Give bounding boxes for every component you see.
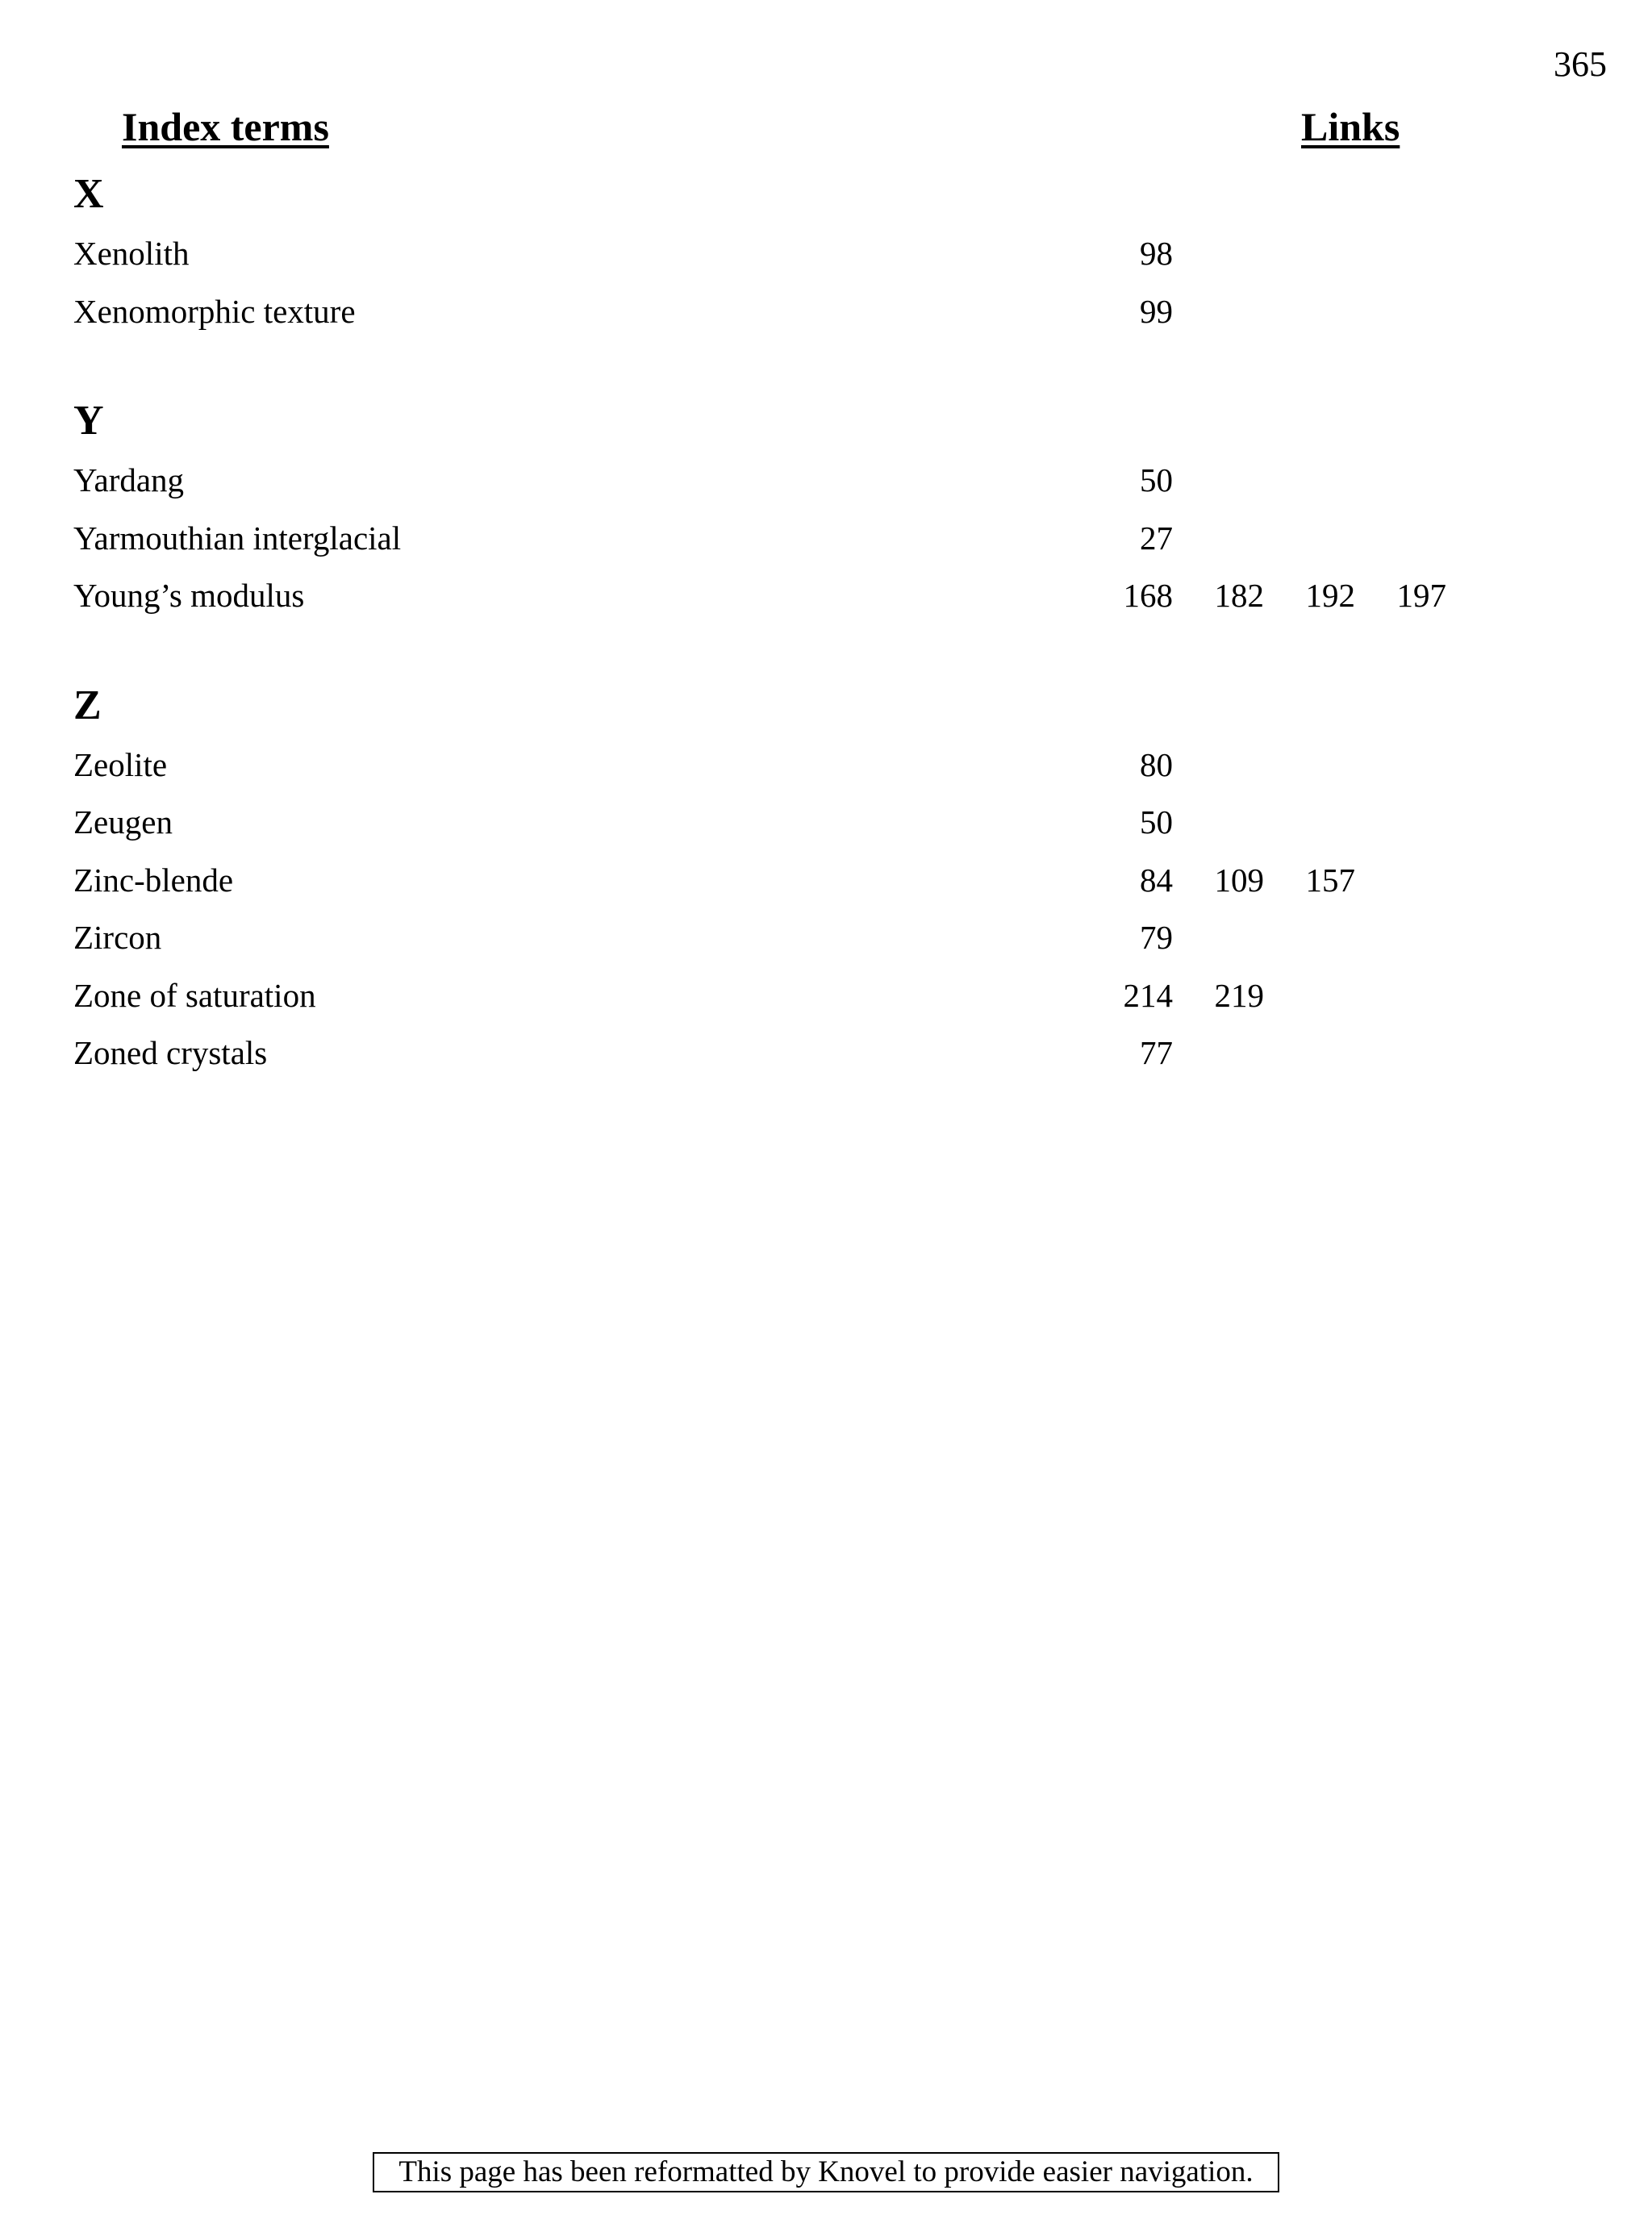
page-links — [1082, 510, 1173, 568]
page-links — [1082, 967, 1264, 1025]
page-link[interactable]: 192 — [1305, 577, 1355, 614]
page-link[interactable]: 98 — [1140, 235, 1173, 272]
index-entry — [73, 452, 1606, 510]
page-link[interactable]: 182 — [1214, 577, 1264, 614]
page-link[interactable]: 214 — [1123, 976, 1173, 1014]
index-entry — [73, 852, 1606, 910]
index-entry — [73, 225, 1606, 283]
page-link[interactable]: 219 — [1214, 976, 1264, 1014]
index-term: Young’s modulus — [73, 577, 305, 614]
index-term: Xenolith — [73, 235, 190, 272]
index-entry — [73, 794, 1606, 852]
page-link[interactable]: 157 — [1305, 861, 1355, 899]
page-links — [1082, 225, 1173, 283]
links-header: Links — [1301, 104, 1400, 149]
page-links — [1082, 736, 1173, 795]
index-section — [73, 165, 1606, 340]
index-section — [73, 677, 1606, 1083]
index-entry — [73, 1024, 1606, 1083]
index-entry — [73, 736, 1606, 795]
page-link[interactable]: 80 — [1140, 745, 1173, 783]
section-letter: Y — [73, 398, 104, 444]
index-term: Zone of saturation — [73, 976, 316, 1014]
page-link[interactable]: 168 — [1123, 577, 1173, 614]
page-links — [1082, 1024, 1173, 1083]
page-link[interactable]: 197 — [1396, 577, 1446, 614]
index-term: Yarmouthian interglacial — [73, 519, 402, 557]
page-link[interactable]: 50 — [1140, 803, 1173, 841]
index-term: Zeolite — [73, 745, 168, 783]
index-entry — [73, 967, 1606, 1025]
page-link[interactable]: 79 — [1140, 919, 1173, 956]
page-links — [1082, 852, 1355, 910]
section-letter: Z — [73, 682, 102, 728]
page-link[interactable]: 50 — [1140, 461, 1173, 499]
index-list — [73, 165, 1606, 1083]
index-entry — [73, 909, 1606, 967]
index-terms-header: Index terms — [122, 104, 329, 149]
page-links — [1082, 909, 1173, 967]
page-link[interactable]: 27 — [1140, 519, 1173, 557]
index-entry — [73, 567, 1606, 625]
page-link[interactable]: 84 — [1140, 861, 1173, 899]
section-letter: X — [73, 171, 104, 217]
page-links — [1082, 567, 1446, 625]
index-term: Xenomorphic texture — [73, 292, 356, 330]
page-link[interactable]: 99 — [1140, 292, 1173, 330]
index-term: Yardang — [73, 461, 185, 499]
page-number: 365 — [1554, 44, 1607, 84]
index-entry — [73, 510, 1606, 568]
index-term: Zinc-blende — [73, 861, 234, 899]
index-term: Zircon — [73, 919, 162, 956]
knovel-footer-note: This page has been reformatted by Knovel to provide easier navigation. — [373, 2152, 1279, 2192]
page-link[interactable]: 77 — [1140, 1034, 1173, 1071]
index-entry — [73, 283, 1606, 341]
page-link[interactable]: 109 — [1214, 861, 1264, 899]
index-section — [73, 392, 1606, 625]
page-links — [1082, 794, 1173, 852]
index-term: Zeugen — [73, 803, 173, 841]
page-links — [1082, 283, 1173, 341]
index-term: Zoned crystals — [73, 1034, 268, 1071]
page-links — [1082, 452, 1173, 510]
